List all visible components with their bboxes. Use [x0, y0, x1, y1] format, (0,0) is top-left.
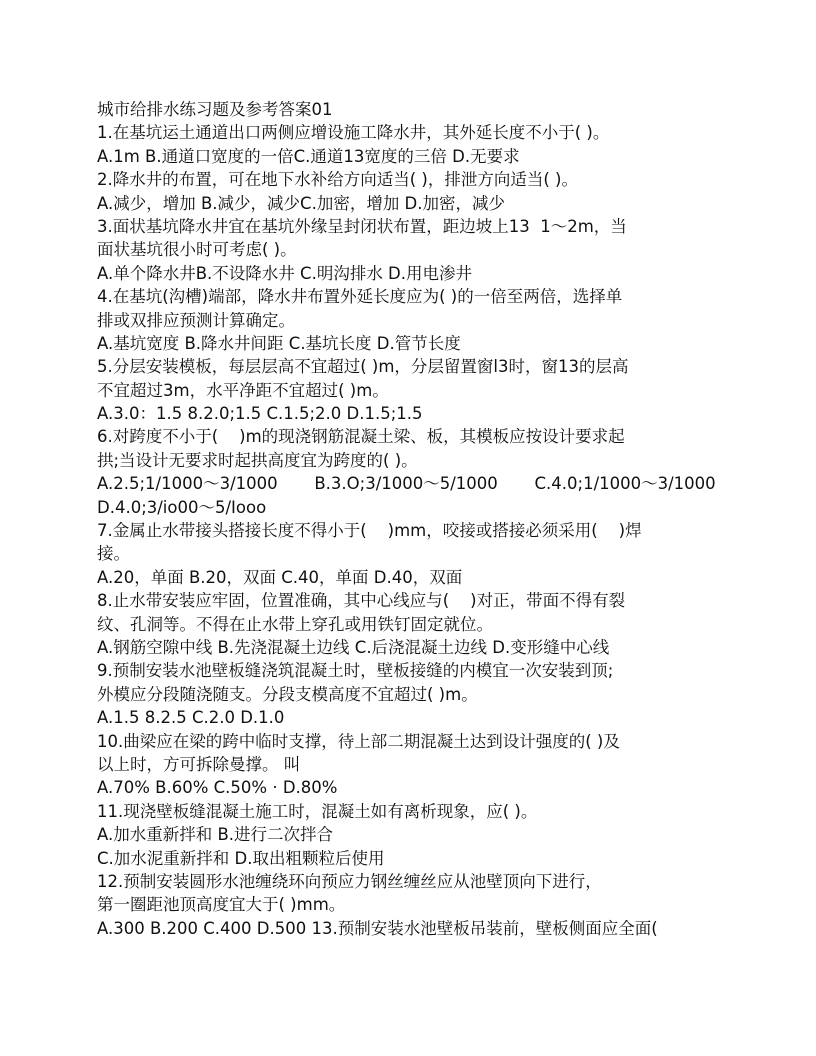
text-line: A.钢筋空隙中线 B.先浇混凝土边线 C.后浇混凝土边线 D.变形缝中心线: [97, 637, 610, 657]
text-line: D.4.0;3/io00～5/Iooo: [97, 497, 267, 517]
text-line: 第一圈距池顶高度宜大于( )mm。: [97, 895, 346, 915]
text-line: A.70% B.60% C.50% · D.80%: [97, 778, 338, 798]
text-line: 面状基坑很小时可考虑( )。: [97, 240, 297, 260]
text-line: 6.对跨度不小于( )m的现浇钢筋混凝土梁、板，其模板应按设计要求起: [97, 427, 625, 447]
text-line: C.加水泥重新拌和 D.取出粗颗粒后使用: [97, 848, 385, 868]
text-line: 9.预制安装水池壁板缝浇筑混凝土时，壁板接缝的内模宜一次安装到顶;: [97, 661, 614, 681]
text-line: 1.在基坑运土通道出口两侧应增设施工降水井，其外延长度不小于( )。: [97, 123, 610, 143]
text-line: A.基坑宽度 B.降水井间距 C.基坑长度 D.管节长度: [97, 333, 461, 353]
text-line: A.1m B.通道口宽度的一倍C.通道13宽度的三倍 D.无要求: [97, 146, 520, 166]
text-line: 5.分层安装模板，每层层高不宜超过( )m，分层留置窗l3时，窗13的层高: [97, 357, 629, 377]
text-line: 3.面状基坑降水井宜在基坑外缘呈封闭状布置，距边坡上13 1～2m，当: [97, 216, 627, 236]
text-line: 11.现浇壁板缝混凝土施工时，混凝土如有离析现象，应( )。: [97, 801, 538, 821]
text-line: 外模应分段随浇随支。分段支模高度不宜超过( )m。: [97, 684, 478, 704]
text-line: A.300 B.200 C.400 D.500 13.预制安装水池壁板吊装前，壁板侧面应全面(: [97, 918, 658, 938]
text-line: A.20，单面 B.20，双面 C.40，单面 D.40，双面: [97, 567, 463, 587]
text-line: A.1.5 8.2.5 C.2.0 D.1.0: [97, 708, 285, 728]
text-line: 排或双排应预测计算确定。: [97, 310, 295, 330]
text-line: A.3.0：1.5 8.2.0;1.5 C.1.5;2.0 D.1.5;1.5: [97, 404, 423, 424]
text-line: 4.在基坑(沟槽)端部，降水井布置外延长度应为( )的一倍至两倍，选择单: [97, 287, 623, 307]
text-line: 拱;当设计无要求时起拱高度宜为跨度的( )。: [97, 450, 418, 470]
text-line: A.单个降水井B.不设降水井 C.明沟排水 D.用电渗井: [97, 263, 473, 283]
document-title: 城市给排水练习题及参考答案01: [97, 100, 333, 119]
text-line: 8.止水带安装应牢固，位置准确，其中心线应与( )对正，带面不得有裂: [97, 591, 626, 611]
text-line: 12.预制安装圆形水池缠绕环向预应力钢丝缠丝应从池壁顶向下进行，: [97, 871, 602, 891]
text-line: 纹、孔洞等。不得在止水带上穿孔或用铁钉固定就位。: [97, 614, 493, 634]
text-line: 以上时，方可拆除曼撑。 叫: [97, 754, 301, 774]
text-line: A.加水重新拌和 B.进行二次拌合: [97, 825, 334, 845]
document-body: [97, 98, 721, 940]
text-line: 不宜超过3m，水平净距不宜超过( )m。: [97, 380, 389, 400]
text-line: 接。: [97, 544, 130, 564]
text-line: 2.降水井的布置，可在地下水补给方向适当( )，排泄方向适当( )。: [97, 170, 578, 190]
text-line: 7.金属止水带接头搭接长度不得小于( )mm，咬接或搭接必须采用( )焊: [97, 521, 642, 541]
text-line: A.减少，增加 B.减少，减少C.加密，增加 D.加密，减少: [97, 193, 506, 213]
text-line: A.2.5;1/1000～3/1000 B.3.O;3/1000～5/1000 C.4.0;1/1000～3/1000: [97, 474, 716, 494]
text-line: 10.曲梁应在梁的跨中临时支撑，待上部二期混凝土达到设计强度的( )及: [97, 731, 620, 751]
